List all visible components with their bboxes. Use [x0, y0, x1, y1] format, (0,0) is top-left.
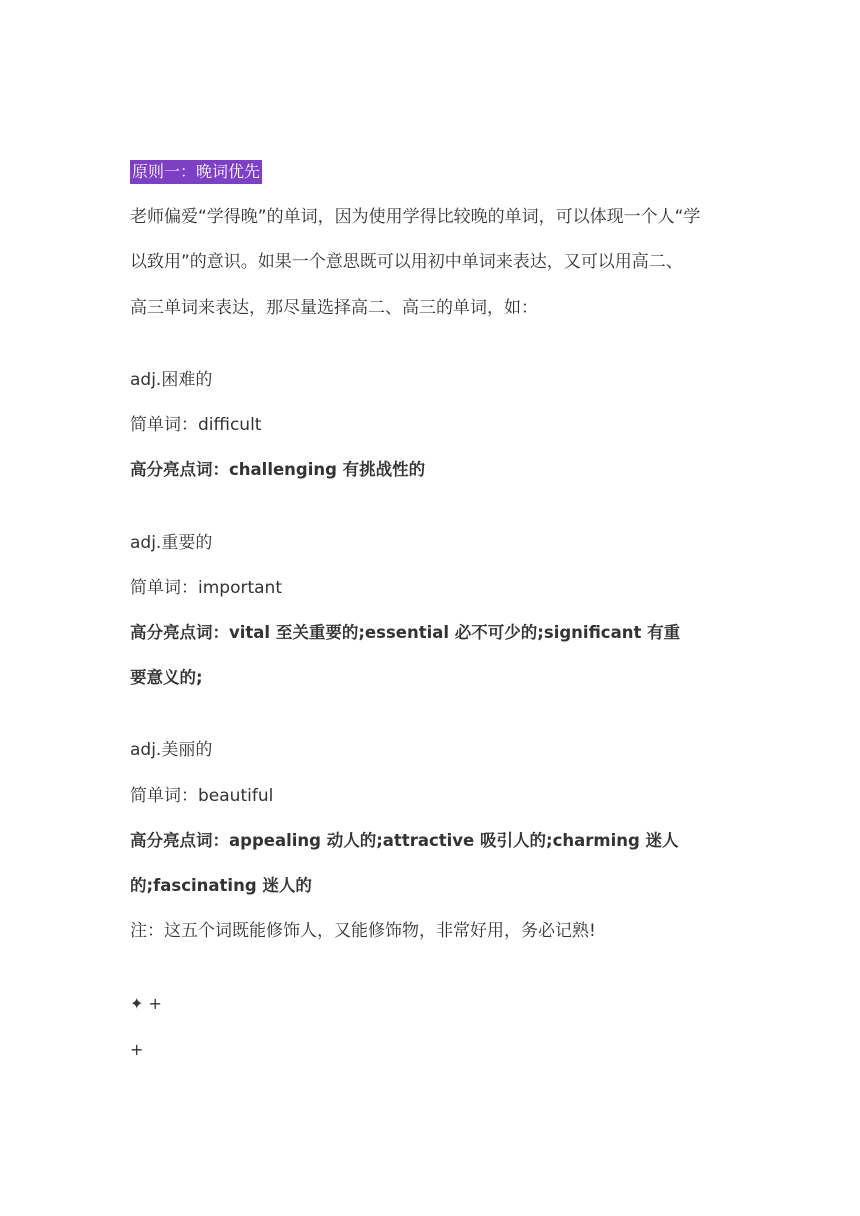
footer-plus: + — [130, 1040, 144, 1059]
entry-pos: adj.困难的 — [130, 370, 213, 390]
intro-line-3: 高三单词来表达，那尽量选择高二、高三的单词，如： — [130, 298, 538, 318]
entry-simple-word: 简单词：important — [130, 578, 282, 598]
entry-pos: adj.美丽的 — [130, 740, 213, 760]
footer-symbols: ✦ + — [130, 994, 162, 1013]
entry-simple-word: 简单词：beautiful — [130, 786, 274, 806]
intro-line-2: 以致用”的意识。如果一个意思既可以用初中单词来表达，又可以用高二、 — [130, 252, 683, 272]
entry-advanced-words: 高分亮点词：appealing 动人的;attractive 吸引人的;charming 迷人 — [130, 831, 679, 850]
intro-line-1: 老师偏爱“学得晚”的单词，因为使用学得比较晚的单词，可以体现一个人“学 — [130, 207, 701, 227]
entry-simple-word: 简单词：difficult — [130, 415, 262, 435]
section-heading-line — [130, 160, 262, 184]
entry-pos: adj.重要的 — [130, 533, 213, 553]
entry-advanced-words: 高分亮点词：vital 至关重要的;essential 必不可少的;significant 有重 — [130, 623, 681, 642]
entry-advanced-words-cont: 要意义的; — [130, 668, 203, 687]
entry-advanced-words: 高分亮点词：challenging 有挑战性的 — [130, 460, 426, 479]
usage-note: 注：这五个词既能修饰人，又能修饰物，非常好用，务必记熟! — [130, 921, 596, 941]
entry-advanced-words-cont: 的;fascinating 迷人的 — [130, 876, 312, 895]
section-heading: 原则一：晚词优先 — [130, 160, 262, 184]
